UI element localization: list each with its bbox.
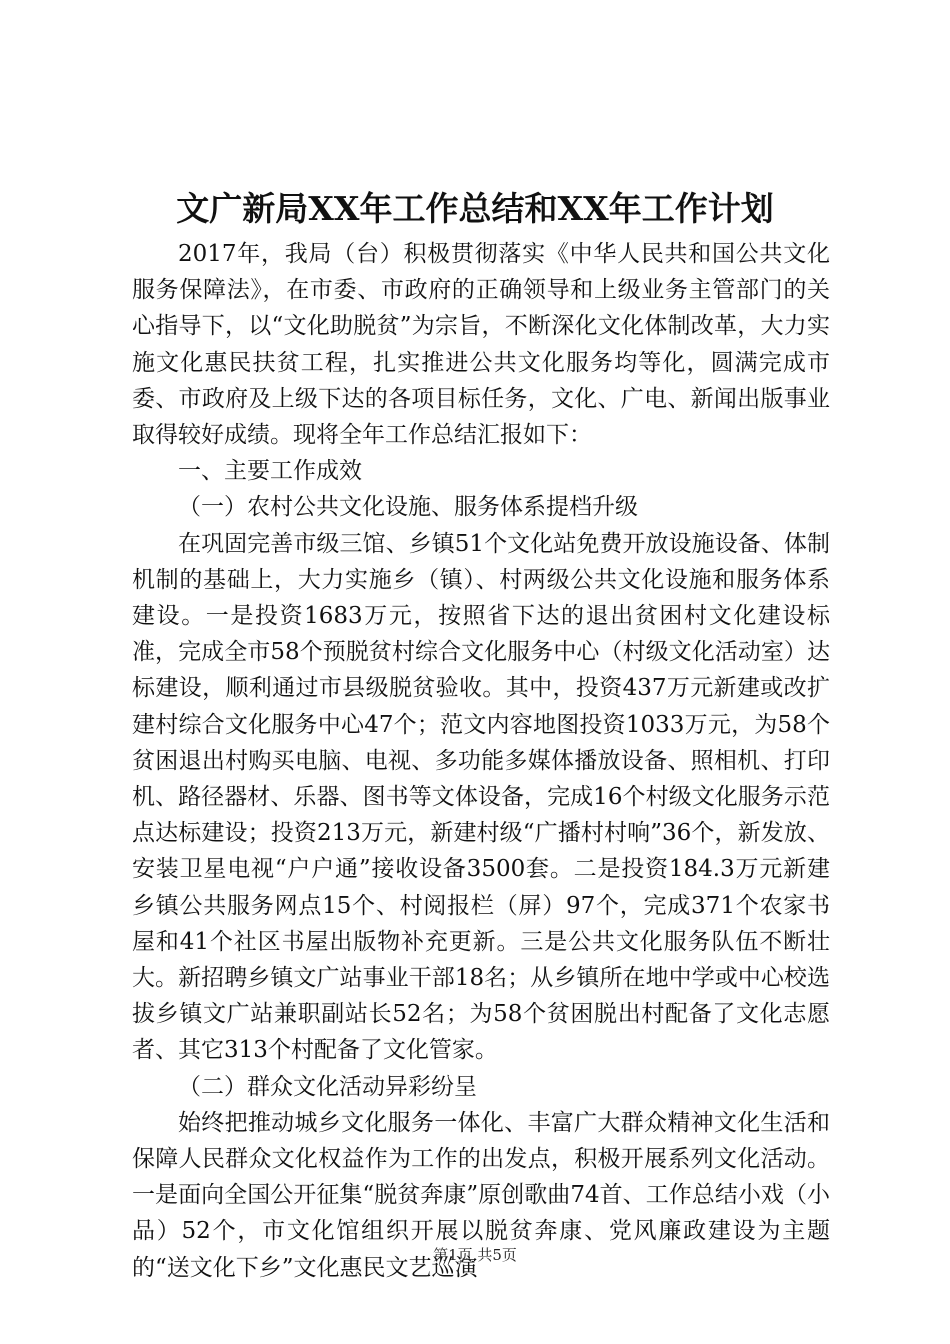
subsection-heading-rural-facilities: （一）农村公共文化设施、服务体系提档升级 xyxy=(178,494,638,521)
rural-facilities-paragraph: 在巩固完善市级三馆、乡镇51个文化站免费开放设施设备、体制机制的基础上，大力实施乡（镇）、村两级公共文化设施和服务体系建设。一是投资1683万元，按照省下达的退出贫困村文化建设标准，完成全市58个预脱贫村综合文化服务中心（村级文化活动室）达标建设，顺利通过市县级脱贫验收。其中，投资437万元新建或改扩建村综合文化服务中心47个；范文内容地图投资1033万元，为58个贫困退出村购买电脑、电视、多功能多媒体播放设备、照相机、打印机、路径器材、乐器、图书等文体设备，完成16个村级文化服务示范点达标建设；投资213万元，新建村级“广播村村响”36个，新发放、安装卫星电视“户户通”接收设备3500套。二是投资184.3万元新建乡镇公共服务网点15个、村阅报栏（屏）97个，完成371个农家书屋和41个社区书屋出版物补充更新。三是公共文化服务队伍不断壮大。新招聘乡镇文广站事业干部18名；从乡镇所在地中学或中心校选拔乡镇文广站兼职副站长52名；为58个贫困脱出村配备了文化志愿者、其它313个村配备了文化管家。 xyxy=(132,530,830,1064)
subsection-heading-cultural-activities: （二）群众文化活动异彩纷呈 xyxy=(178,1073,477,1100)
cultural-activities-paragraph: 始终把推动城乡文化服务一体化、丰富广大群众精神文化生活和保障人民群众文化权益作为工作的出发点，积极开展系列文化活动。一是面向全国公开征集“脱贫奔康”原创歌曲74首、工作总结小戏（小品）52个，市文化馆组织开展以脱贫奔康、党风廉政建设为主题的“送文化下乡”文化惠民文艺巡演 xyxy=(132,1109,830,1281)
document-title: 文广新局XX年工作总结和XX年工作计划 xyxy=(176,189,774,228)
page-footer: 第1页 共5页 xyxy=(433,1246,517,1264)
section-heading-main-achievements: 一、主要工作成效 xyxy=(178,458,362,485)
document-body xyxy=(132,236,830,1286)
intro-paragraph: 2017年，我局（台）积极贯彻落实《中华人民共和国公共文化服务保障法》，在市委、市政府的正确领导和上级业务主管部门的关心指导下，以“文化助脱贫”为宗旨，不断深化文化体制改革，大力实施文化惠民扶贫工程，扎实推进公共文化服务均等化，圆满完成市委、市政府及上级下达的各项目标任务，文化、广电、新闻出版事业取得较好成绩。现将全年工作总结汇报如下： xyxy=(132,241,830,449)
